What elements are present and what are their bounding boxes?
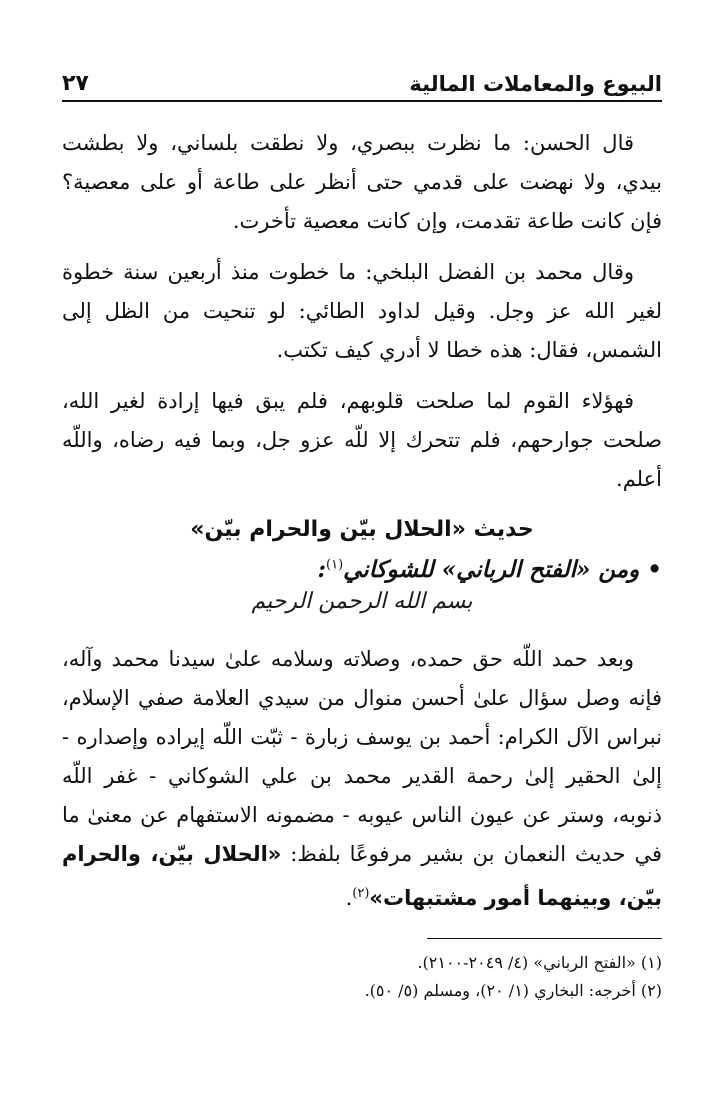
letter-end: .: [345, 886, 353, 910]
running-title: البيوع والمعاملات المالية: [409, 72, 662, 96]
footnote-ref-1: (١): [326, 557, 344, 573]
body-text: [62, 124, 662, 1005]
page-number: ٢٧: [62, 71, 89, 96]
running-header: [62, 62, 662, 102]
footnote-ref-2: (٢): [352, 886, 370, 901]
letter-text: وبعد حمد اللّه حق حمده، وصلاته وسلامه علىٰ سيدنا محمد وآله، فإنه وصل سؤال علىٰ أحسن منوال من سيدي العلامة صفي الإسلام، نبراس الآل الكرام: أحمد بن يوسف زبارة - ثبّت اللّه إيراده وإصداره - إلىٰ الحقير إلىٰ رحمة القدير محمد بن علي الشوكاني - غفر اللّه ذنوبه، وستر عن عيون الناس عيوبه - مضمونه الاستفهام عن معنىٰ ما في حديث النعمان بن بشير مرفوعًا بلفظ:: [62, 647, 662, 866]
paragraph-balkhi: وقال محمد بن الفضل البلخي: ما خطوت منذ أربعين سنة خطوة لغير الله عز وجل. وقيل لداود الطائي: لو تنحيت من الظل إلى الشمس، فقال: هذه خطا لا أدري كيف تكتب.: [62, 260, 662, 362]
footnote-2: (٢) أخرجه: البخاري (١/ ٢٠)، ومسلم (٥/ ٥٠).: [364, 981, 662, 1000]
section-heading: حديث «الحلال بيّن والحرام بيّن»: [190, 517, 534, 542]
bullet-icon: •: [647, 556, 662, 583]
source-line: [62, 556, 662, 583]
paragraph-hasan: قال الحسن: ما نظرت ببصري، ولا نطقت بلساني، ولا بطشت بيدي، ولا نهضت على قدمي حتى أنظر على طاعة أو على معصية؟ فإن كانت طاعة تقدمت، وإن كانت معصية تأخرت.: [62, 131, 662, 233]
hadith-quote: «الحلال بيّن، والحرام بيّن، وبينهما أمور مشتبهات»: [62, 842, 662, 910]
footnote-1: (١) «الفتح الرباني» (٤/ ٢٠٤٩-٢١٠٠).: [417, 953, 662, 972]
book-page: [62, 62, 662, 1092]
source-text: ومن «الفتح الرباني» للشوكاني: [343, 556, 640, 583]
paragraph-letter: [62, 640, 662, 918]
source-colon: :: [317, 556, 326, 583]
footnote-divider: [427, 938, 662, 939]
basmala-calligraphy: بسم الله الرحمن الرحيم: [251, 589, 473, 614]
paragraph-conclusion: فهؤلاء القوم لما صلحت قلوبهم، فلم يبق فيها إرادة لغير الله، صلحت جوارحهم، فلم تتحرك إلا للّه عزو جل، وبما فيه رضاه، واللّه أعلم.: [62, 389, 662, 491]
